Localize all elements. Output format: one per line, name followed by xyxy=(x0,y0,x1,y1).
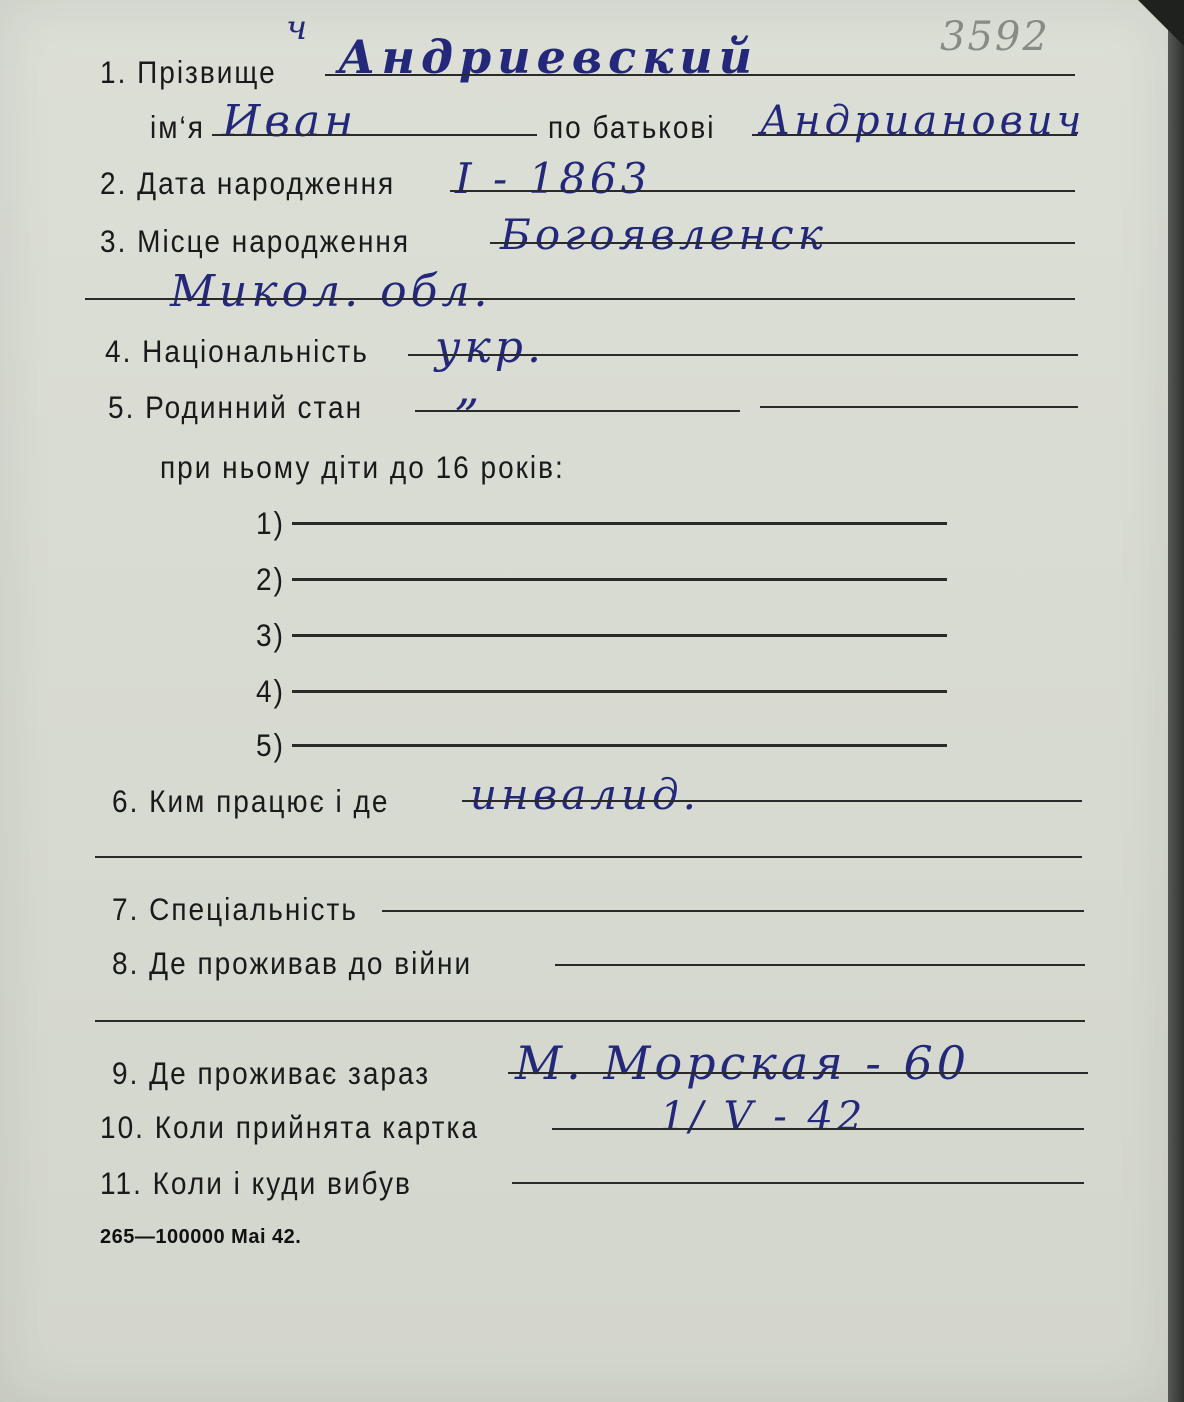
child-3-number: 3) xyxy=(256,618,285,653)
child-5-rule xyxy=(292,744,947,747)
current-residence-label: 9. Де проживає зараз xyxy=(112,1056,431,1091)
first-name-label: ім‘я xyxy=(150,110,205,145)
child-2-rule xyxy=(292,578,947,581)
marital-status-rule-2 xyxy=(760,406,1078,408)
nationality-value: укр. xyxy=(435,322,545,373)
current-residence-value: М. Морская - 60 xyxy=(515,1036,971,1090)
marital-status-rule-1 xyxy=(415,410,740,412)
birth-place-value-line2: Микол. обл. xyxy=(170,266,492,317)
current-residence-rule xyxy=(508,1072,1088,1074)
child-4-number: 4) xyxy=(256,674,285,709)
occupation-value: инвалид. xyxy=(470,770,700,819)
nationality-label: 4. Національність xyxy=(105,334,369,369)
child-3-rule xyxy=(292,634,947,637)
surname-value: Андриевский xyxy=(338,30,759,84)
birth-place-label: 3. Місце народження xyxy=(100,224,411,259)
birth-date-value: I - 1863 xyxy=(455,154,652,203)
card-accepted-label: 10. Коли прийнята картка xyxy=(100,1110,479,1145)
print-code: 265—100000 Mai 42. xyxy=(100,1226,302,1248)
marital-status-value: „ xyxy=(455,360,484,416)
patronymic-rule xyxy=(752,134,1077,136)
specialty-label: 7. Спеціальність xyxy=(112,892,358,927)
prewar-residence-label: 8. Де проживав до війни xyxy=(112,946,473,981)
child-4-rule xyxy=(292,690,947,693)
occupation-label: 6. Ким працює і де xyxy=(112,784,390,819)
card-accepted-rule xyxy=(552,1128,1084,1130)
child-2-number: 2) xyxy=(256,562,285,597)
patronymic-label: по батькові xyxy=(548,110,716,145)
prewar-residence-rule xyxy=(555,964,1085,966)
departed-label: 11. Коли і куди вибув xyxy=(100,1166,412,1201)
card-accepted-value: 1/ V - 42 xyxy=(660,1094,867,1140)
birth-date-rule xyxy=(450,190,1075,192)
child-1-rule xyxy=(292,522,947,525)
first-name-rule xyxy=(212,134,537,136)
surname-rule xyxy=(325,74,1075,76)
birth-place-rule-2 xyxy=(85,298,1075,300)
children-label: при ньому діти до 16 років: xyxy=(160,450,565,485)
prewar-residence-rule-2 xyxy=(95,1020,1085,1022)
first-name-value: Иван xyxy=(222,96,358,147)
serial-number: 3592 xyxy=(940,14,1050,60)
birth-place-value-line1: Богоявленск xyxy=(500,210,827,259)
birth-place-rule xyxy=(490,242,1075,244)
card-corner xyxy=(1138,0,1184,46)
card-edge xyxy=(1168,0,1184,1402)
marital-status-label: 5. Родинний стан xyxy=(108,390,364,425)
specialty-rule xyxy=(382,910,1084,912)
nationality-rule xyxy=(408,354,1078,356)
birth-date-label: 2. Дата народження xyxy=(100,166,396,201)
surname-label: 1. Прізвище xyxy=(100,55,277,90)
patronymic-value: Андрианович xyxy=(760,98,1086,144)
surname-correction: ч xyxy=(286,8,312,48)
child-1-number: 1) xyxy=(256,506,285,541)
occupation-rule xyxy=(462,800,1082,802)
occupation-rule-2 xyxy=(95,856,1082,858)
child-5-number: 5) xyxy=(256,728,285,763)
departed-rule xyxy=(512,1182,1084,1184)
